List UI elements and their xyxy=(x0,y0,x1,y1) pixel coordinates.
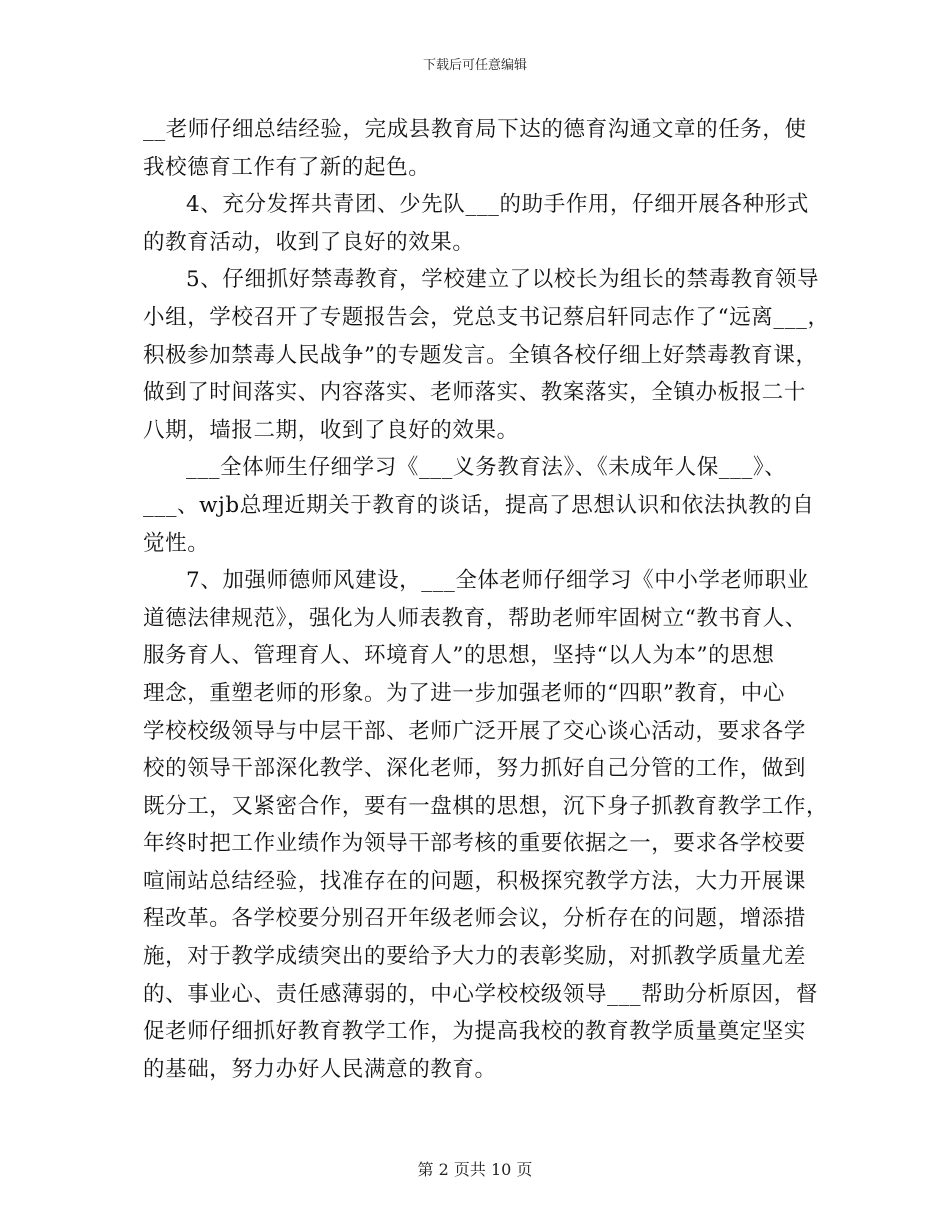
document-body xyxy=(143,111,830,1088)
body-line: 程改革。各学校要分别召开年级老师会议，分析存在的问题，增添措 xyxy=(143,906,807,932)
body-line: 的、事业心、责任感薄弱的，中心学校校级领导___帮助分析原因，督 xyxy=(143,981,818,1007)
body-line: 年终时把工作业绩作为领导干部考核的重要依据之一，要求各学校要 xyxy=(143,831,807,857)
body-line: ___、wjb总理近期关于教育的谈话，提高了思想认识和依法执教的自 xyxy=(143,492,815,518)
body-line: 服务育人、管理育人、环境育人”的思想，坚持“以人为本”的思想 xyxy=(143,643,775,669)
body-line: 的教育活动，收到了良好的效果。 xyxy=(143,229,475,255)
page-header: 下载后可任意编辑 xyxy=(422,58,527,73)
body-line: 做到了时间落实、内容落实、老师落实、教案落实，全镇办板报二十 xyxy=(143,380,807,406)
body-line: 校的领导干部深化教学、深化老师，努力抓好自己分管的工作，做到 xyxy=(143,756,807,782)
page-number-footer: 第 2 页共 10 页 xyxy=(417,1160,533,1179)
body-line: 积极参加禁毒人民战争”的专题发言。全镇各校仔细上好禁毒教育课， xyxy=(143,342,818,368)
paragraph-start-line: 7、加强师德师风建设，___全体老师仔细学习《中小学老师职业 xyxy=(186,568,809,594)
body-line: 喧闹站总结经验，找准存在的问题，积极探究教学方法，大力开展课 xyxy=(143,868,807,894)
paragraph-start-line: 5、仔细抓好禁毒教育，学校建立了以校长为组长的禁毒教育领导 xyxy=(186,267,820,293)
body-line: 八期，墙报二期，收到了良好的效果。 xyxy=(143,417,519,443)
body-line: 我校德育工作有了新的起色。 xyxy=(143,154,431,180)
body-line: __老师仔细总结经验，完成县教育局下达的德育沟通文章的任务，使 xyxy=(143,117,807,142)
body-line: 促老师仔细抓好教育教学工作，为提高我校的教育教学质量奠定坚实 xyxy=(143,1019,807,1045)
body-line: 学校校级领导与中层干部、老师广泛开展了交心谈心活动，要求各学 xyxy=(143,718,807,744)
body-line: 道德法律规范》，强化为人师表教育，帮助老师牢固树立“教书育人、 xyxy=(143,605,807,631)
body-line: 施，对于教学成绩突出的要给予大力的表彰奖励，对抓教学质量尤差 xyxy=(143,944,807,970)
body-line: 的基础，努力办好人民满意的教育。 xyxy=(143,1056,497,1082)
body-line: 既分工，又紧密合作，要有一盘棋的思想，沉下身子抓教育教学工作， xyxy=(143,793,829,819)
paragraph-start-line: 4、充分发挥共青团、少先队___的助手作用，仔细开展各种形式 xyxy=(186,192,809,218)
body-line: 小组，学校召开了专题报告会，党总支书记蔡启轩同志作了“远离___， xyxy=(143,304,830,330)
body-line: 理念，重塑老师的形象。为了进一步加强老师的“四职”教育，中心 xyxy=(143,680,785,706)
paragraph-start-line: ___全体师生仔细学习《___义务教育法》、《未成年人保___》、 xyxy=(186,455,787,481)
body-line: 觉性。 xyxy=(143,530,210,556)
